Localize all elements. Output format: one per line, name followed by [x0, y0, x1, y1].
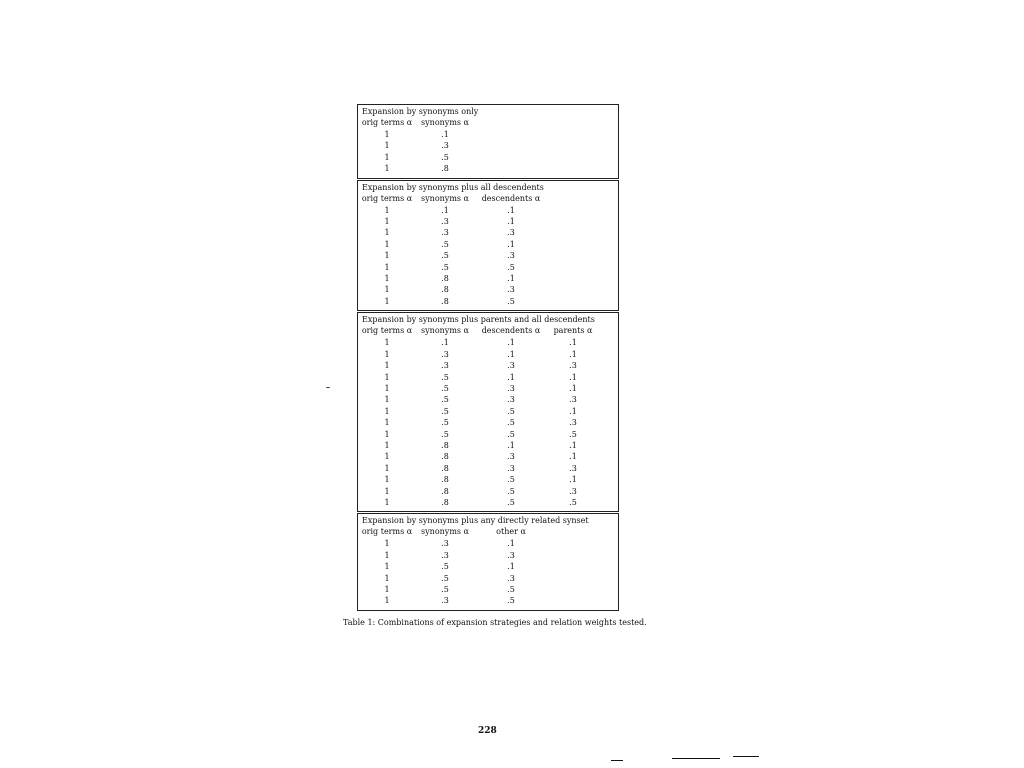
table-cell: .3 [441, 539, 449, 549]
table-cell: .1 [569, 475, 577, 485]
table-cell: 1 [384, 141, 390, 151]
table-cell: .3 [569, 463, 577, 473]
column-header: orig terms α [361, 326, 413, 336]
table-cell: .1 [507, 562, 515, 572]
column-header-row [358, 117, 618, 129]
table-cell: .5 [441, 383, 449, 393]
footer-rule [733, 756, 759, 757]
table-cell: .3 [441, 141, 449, 151]
table-cell: 1 [384, 130, 390, 139]
table-cell: 1 [384, 395, 390, 405]
table-cell: .1 [507, 239, 515, 249]
table-cell: .8 [441, 285, 449, 295]
column-header: synonyms α [421, 193, 469, 203]
table-cell: .5 [507, 585, 515, 594]
table-cell: .1 [507, 338, 515, 348]
table-row [358, 284, 618, 295]
table-cell: .1 [507, 372, 515, 382]
footer-rule [672, 758, 720, 759]
table-row [358, 296, 618, 307]
table-cell: .3 [507, 285, 515, 295]
table-cell: 1 [384, 486, 390, 496]
table-cell: .5 [441, 406, 449, 416]
panel-title: Expansion by synonyms plus any directly related synset [362, 516, 589, 526]
table-cell: .5 [507, 262, 515, 272]
table-cell: .1 [441, 130, 449, 139]
table-cell: .8 [441, 486, 449, 496]
table-cell: .3 [569, 361, 577, 371]
table-row [358, 497, 618, 508]
table-cell: .3 [507, 228, 515, 238]
table-cell: 1 [384, 239, 390, 249]
table-cell: 1 [384, 406, 390, 416]
table-cell: .1 [569, 349, 577, 359]
table-cell: .5 [441, 573, 449, 583]
table-cell: 1 [384, 372, 390, 382]
table-cell: .3 [441, 596, 449, 606]
table-cell: .1 [507, 539, 515, 549]
table-cell: 1 [384, 440, 390, 450]
table-cell: .1 [441, 338, 449, 348]
table-row [358, 486, 618, 497]
table-cell: .5 [441, 262, 449, 272]
table-cell: .1 [569, 338, 577, 348]
column-header: synonyms α [421, 118, 469, 127]
table-cell: 1 [384, 497, 390, 507]
table-cell: .1 [441, 205, 449, 215]
table-cell: 1 [384, 361, 390, 371]
column-header: orig terms α [361, 527, 413, 537]
table-cell: .3 [569, 395, 577, 405]
column-header: orig terms α [361, 193, 413, 203]
table-row [358, 417, 618, 428]
table-cell: .5 [507, 497, 515, 507]
table-cell: 1 [384, 429, 390, 439]
table-row [358, 349, 618, 360]
column-header: orig terms α [361, 118, 413, 127]
table-cell: .5 [569, 429, 577, 439]
table-cell: .8 [441, 452, 449, 462]
table-cell: .3 [507, 550, 515, 560]
table-cell: .3 [441, 550, 449, 560]
table-cell: .3 [441, 217, 449, 227]
table-cell: .3 [507, 383, 515, 393]
table-cell: .5 [441, 429, 449, 439]
table-cell: .1 [569, 383, 577, 393]
table-cell: .5 [441, 562, 449, 572]
table-cell: .5 [507, 406, 515, 416]
table-cell: 1 [384, 296, 390, 306]
table-cell: .1 [569, 406, 577, 416]
table-cell: .3 [441, 228, 449, 238]
table-panel [357, 513, 619, 610]
column-header: descendents α [481, 326, 541, 336]
table-cell: 1 [384, 418, 390, 428]
table-row [358, 262, 618, 273]
column-header: parents α [553, 326, 593, 336]
table-cell: .8 [441, 463, 449, 473]
table-row [358, 550, 618, 561]
table-row [358, 239, 618, 250]
table-cell: 1 [384, 164, 390, 174]
table-cell: .5 [441, 152, 449, 162]
table-panel [357, 312, 619, 512]
table-cell: 1 [384, 205, 390, 215]
table-cell: 1 [384, 285, 390, 295]
table-row [358, 406, 618, 417]
table-cell: .5 [441, 239, 449, 249]
column-header: synonyms α [421, 527, 469, 537]
table-cell: .5 [441, 372, 449, 382]
table-cell: 1 [384, 251, 390, 261]
table-cell: 1 [384, 463, 390, 473]
table-cell: .3 [569, 486, 577, 496]
table-row [358, 561, 618, 572]
table-cell: .3 [507, 251, 515, 261]
table-cell: .5 [441, 251, 449, 261]
table-cell: .3 [441, 361, 449, 371]
table-cell: 1 [384, 562, 390, 572]
table-cell: .1 [507, 217, 515, 227]
table-row [358, 463, 618, 474]
table-cell: .3 [507, 361, 515, 371]
table-cell: .1 [569, 452, 577, 462]
table-cell: .8 [441, 475, 449, 485]
table-row [358, 538, 618, 549]
table-row [358, 250, 618, 261]
table-caption: Table 1: Combinations of expansion strategies and relation weights tested. [343, 618, 647, 627]
table-row [358, 337, 618, 348]
table-row [358, 584, 618, 595]
table-cell: .3 [441, 349, 449, 359]
table-cell: 1 [384, 573, 390, 583]
table-row [358, 129, 618, 140]
table-cell: 1 [384, 383, 390, 393]
table-row [358, 205, 618, 216]
table-row [358, 163, 618, 174]
panel-title: Expansion by synonyms plus all descendents [362, 182, 544, 192]
table-cell: 1 [384, 262, 390, 272]
column-header-row [358, 526, 618, 538]
table-cell: 1 [384, 452, 390, 462]
table-row [358, 573, 618, 584]
table-cell: .3 [507, 573, 515, 583]
table-cell: .8 [441, 274, 449, 284]
panel-title: Expansion by synonyms only [362, 107, 479, 116]
table-cell: .8 [441, 440, 449, 450]
table-cell: 1 [384, 217, 390, 227]
table-cell: .5 [507, 486, 515, 496]
table-cell: 1 [384, 338, 390, 348]
footer-rule [611, 760, 623, 761]
table-cell: 1 [384, 274, 390, 284]
table-cell: .1 [507, 205, 515, 215]
table-row [358, 394, 618, 405]
column-header: descendents α [481, 193, 541, 203]
table-cell: 1 [384, 475, 390, 485]
table-cell: .8 [441, 497, 449, 507]
table-row [358, 440, 618, 451]
table-cell: .5 [441, 585, 449, 594]
table-cell: .8 [441, 296, 449, 306]
table-cell: .3 [507, 395, 515, 405]
table-row [358, 429, 618, 440]
table-panel [357, 104, 619, 179]
table-row [358, 451, 618, 462]
column-header-row [358, 325, 618, 337]
table-cell: 1 [384, 539, 390, 549]
table-row [358, 216, 618, 227]
table-cell: 1 [384, 550, 390, 560]
table-row [358, 474, 618, 485]
panel-title: Expansion by synonyms plus parents and all descendents [362, 315, 595, 325]
table-cell: 1 [384, 585, 390, 594]
table-cell: .3 [507, 452, 515, 462]
table-cell: .5 [507, 296, 515, 306]
table-row [358, 372, 618, 383]
expansion-table [357, 104, 619, 612]
table-cell: .1 [569, 372, 577, 382]
table-cell: .5 [507, 429, 515, 439]
table-row [358, 140, 618, 151]
page-number: 228 [478, 726, 497, 736]
column-header: synonyms α [421, 326, 469, 336]
table-cell: .8 [441, 164, 449, 174]
table-cell: .3 [507, 463, 515, 473]
table-cell: .1 [569, 440, 577, 450]
table-cell: .1 [507, 349, 515, 359]
table-cell: 1 [384, 152, 390, 162]
table-cell: .1 [507, 440, 515, 450]
table-cell: 1 [384, 349, 390, 359]
table-panel [357, 180, 619, 312]
table-cell: .1 [507, 274, 515, 284]
table-cell: .5 [507, 475, 515, 485]
table-row [358, 360, 618, 371]
table-row [358, 152, 618, 163]
table-cell: .5 [441, 395, 449, 405]
table-cell: .3 [569, 418, 577, 428]
table-cell: .5 [441, 418, 449, 428]
table-row [358, 227, 618, 238]
table-cell: 1 [384, 596, 390, 606]
table-cell: 1 [384, 228, 390, 238]
column-header: other α [496, 527, 526, 537]
stray-mark [326, 387, 330, 388]
table-cell: .5 [507, 596, 515, 606]
table-row [358, 273, 618, 284]
table-cell: .5 [569, 497, 577, 507]
table-cell: .5 [507, 418, 515, 428]
table-row [358, 383, 618, 394]
table-row [358, 595, 618, 606]
column-header-row [358, 193, 618, 205]
